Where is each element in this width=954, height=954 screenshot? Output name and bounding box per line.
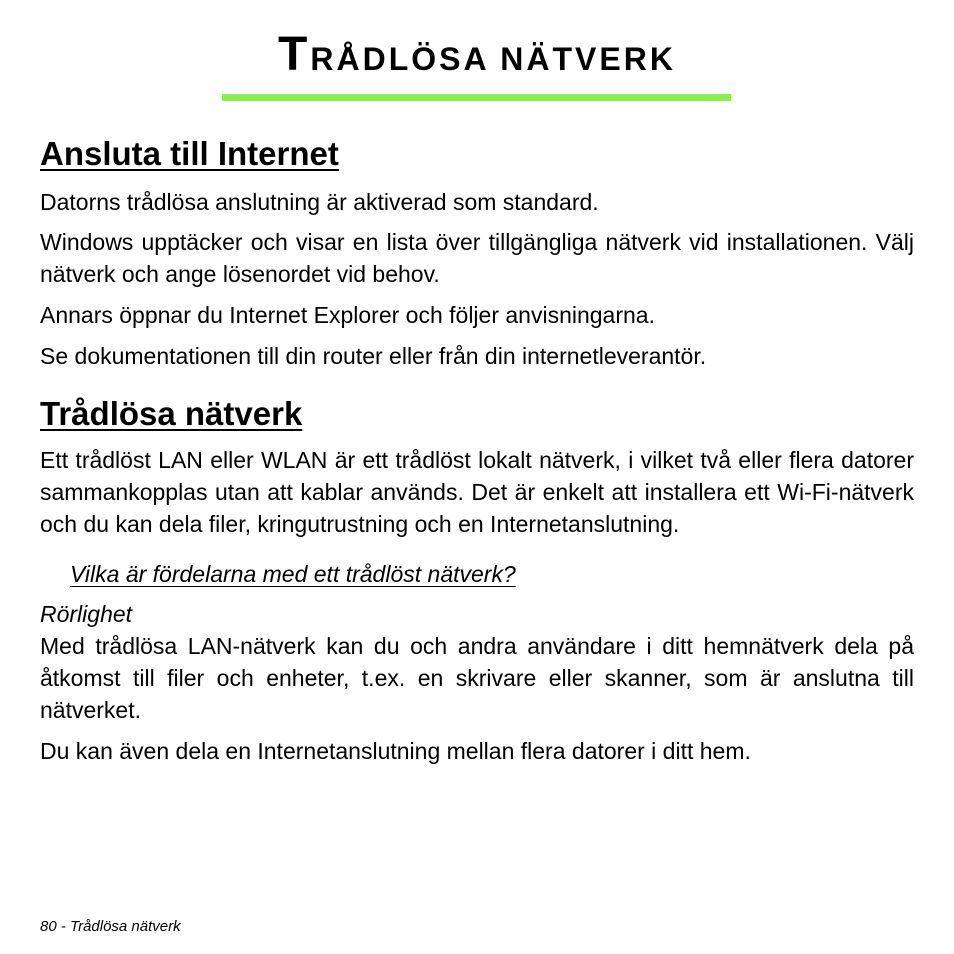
paragraph-wireless-default: Datorns trådlösa anslutning är aktiverad som standard. <box>40 189 599 215</box>
page-content <box>40 132 914 767</box>
benefits-question-link[interactable]: Vilka är fördelarna med ett trådlöst nätverk? <box>70 561 516 587</box>
paragraph-see-documentation: Se dokumentationen till din router eller från din internetleverantör. <box>40 343 707 369</box>
paragraph-wlan-intro: Ett trådlöst LAN eller WLAN är ett trådlöst lokalt nätverk, i vilket två eller flera datorer sammankopplas utan att kablar används. Det är enkelt att installera ett Wi-Fi-nätverk och du kan dela filer, kringutrustning och en Internetanslutning. <box>40 447 914 537</box>
paragraph-windows-detects: Windows upptäcker och visar en lista över tillgängliga nätverk vid installationen. Välj nätverk och ange lösenordet vid behov. <box>40 229 914 287</box>
page-title <box>0 30 954 84</box>
page-title-initial: T <box>278 28 311 81</box>
heading-wireless-networks: Trådlösa nätverk <box>40 395 303 432</box>
heading-connect-internet: Ansluta till Internet <box>40 135 339 172</box>
paragraph-open-explorer: Annars öppnar du Internet Explorer och följer anvisningarna. <box>40 302 655 328</box>
subheading-mobility: Rörlighet <box>40 601 133 627</box>
page-title-rest: RÅDLÖSA NÄTVERK <box>310 41 676 77</box>
paragraph-mobility-sharing: Med trådlösa LAN-nätverk kan du och andra användare i ditt hemnätverk dela på åtkomst till filer och enheter, t.ex. en skrivare eller skanner, som är anslutna till nätverket. <box>40 633 914 723</box>
paragraph-share-internet: Du kan även dela en Internetanslutning mellan flera datorer i ditt hem. <box>40 738 751 764</box>
title-underline-bar <box>222 94 731 101</box>
page-footer: 80 - Trådlösa nätverk <box>40 918 181 935</box>
